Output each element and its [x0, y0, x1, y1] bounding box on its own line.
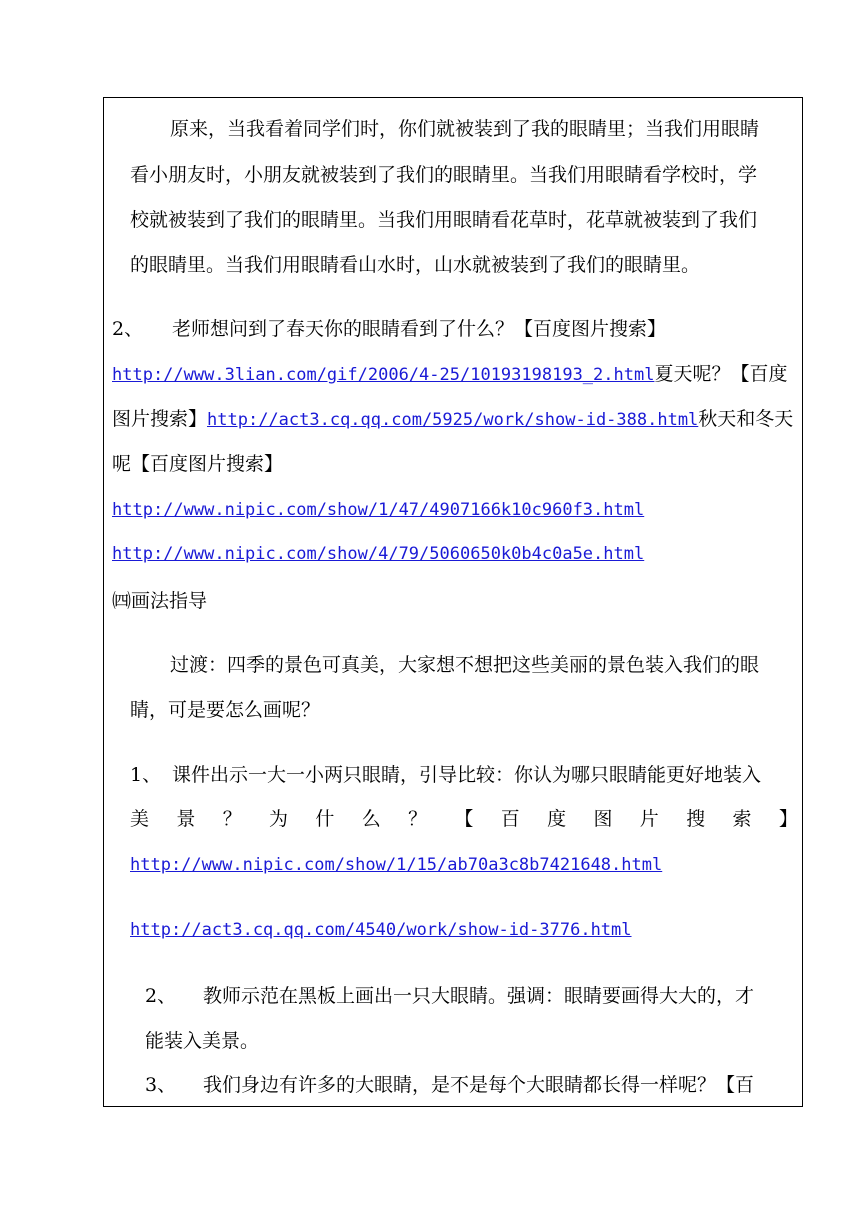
q2-after-link1: 夏天呢？【百度 — [654, 363, 788, 385]
item2-line1: 教师示范在黑板上画出一只大眼睛。强调：眼睛要画得大大的，才 — [203, 985, 755, 1007]
section-heading: ㈣画法指导 — [112, 590, 208, 612]
q2-line2 — [112, 363, 787, 386]
item1-char: 索 — [732, 808, 752, 830]
q2-link-spring[interactable]: http://www.3lian.com/gif/2006/4-25/10193198193_2.html — [112, 365, 655, 385]
item1-char: 为 — [269, 808, 289, 830]
item1-link-small-eye[interactable]: http://act3.cq.qq.com/4540/work/show-id-3776.html — [130, 920, 632, 940]
q2-link-winter[interactable]: http://www.nipic.com/show/4/79/5060650k0b4c0a5e.html — [112, 544, 645, 564]
transition-line1: 过渡：四季的景色可真美，大家想不想把这些美丽的景色装入我们的眼 — [170, 654, 760, 676]
transition-line2: 睛，可是要怎么画呢？ — [130, 699, 321, 721]
q2-number: 2、 — [112, 318, 144, 340]
item1-link1-line — [130, 853, 662, 876]
para1-line1: 原来，当我看着同学们时，你们就被装到了我的眼睛里；当我们用眼睛 — [170, 118, 760, 140]
item1-char: ？ — [408, 808, 428, 830]
item1-char: 】 — [778, 808, 798, 830]
para1-line3: 校就被装到了我们的眼睛里。当我们用眼睛看花草时，花草就被装到了我们 — [130, 209, 758, 231]
para1-line2: 看小朋友时，小朋友就被装到了我们的眼睛里。当我们用眼睛看学校时，学 — [130, 164, 758, 186]
item1-char: 搜 — [686, 808, 706, 830]
q2-link-winter-line — [112, 542, 644, 565]
q2-link-autumn[interactable]: http://www.nipic.com/show/1/47/4907166k10c960f3.html — [112, 500, 645, 520]
item1-line2 — [130, 808, 798, 830]
item2-number: 2、 — [145, 985, 177, 1007]
q2-line4: 呢【百度图片搜索】 — [112, 453, 284, 475]
item1-char: 【 — [454, 808, 474, 830]
item1-char: 度 — [547, 808, 567, 830]
item1-line1: 课件出示一大一小两只眼睛，引导比较：你认为哪只眼睛能更好地装入 — [172, 764, 762, 786]
item1-char: 美 — [130, 808, 150, 830]
para1-line4: 的眼睛里。当我们用眼睛看山水时，山水就被装到了我们的眼睛里。 — [130, 254, 701, 276]
q2-link-summer[interactable]: http://act3.cq.qq.com/5925/work/show-id-388.html — [207, 410, 699, 430]
q2-before-link2: 图片搜索】 — [112, 408, 208, 430]
item1-char: 百 — [500, 808, 520, 830]
item1-link2-line — [130, 918, 632, 941]
item1-link-big-eye[interactable]: http://www.nipic.com/show/1/15/ab70a3c8b7421648.html — [130, 855, 663, 875]
item1-number: 1、 — [130, 764, 162, 786]
item1-char: 景 — [176, 808, 196, 830]
q2-after-link2: 秋天和冬天 — [698, 408, 794, 430]
item3-line1: 我们身边有许多的大眼睛，是不是每个大眼睛都长得一样呢？【百 — [203, 1074, 755, 1096]
item3-number: 3、 — [145, 1074, 177, 1096]
item1-char: 图 — [593, 808, 613, 830]
item1-char: 么 — [361, 808, 381, 830]
q2-link-autumn-line — [112, 498, 644, 521]
q2-line3 — [112, 408, 793, 431]
item2-line2: 能装入美景。 — [145, 1030, 260, 1052]
item1-char: 什 — [315, 808, 335, 830]
q2-text: 老师想问到了春天你的眼睛看到了什么？【百度图片搜索】 — [172, 318, 667, 340]
item1-char: 片 — [639, 808, 659, 830]
table-cell-border — [103, 97, 803, 1107]
item1-char: ？ — [222, 808, 242, 830]
